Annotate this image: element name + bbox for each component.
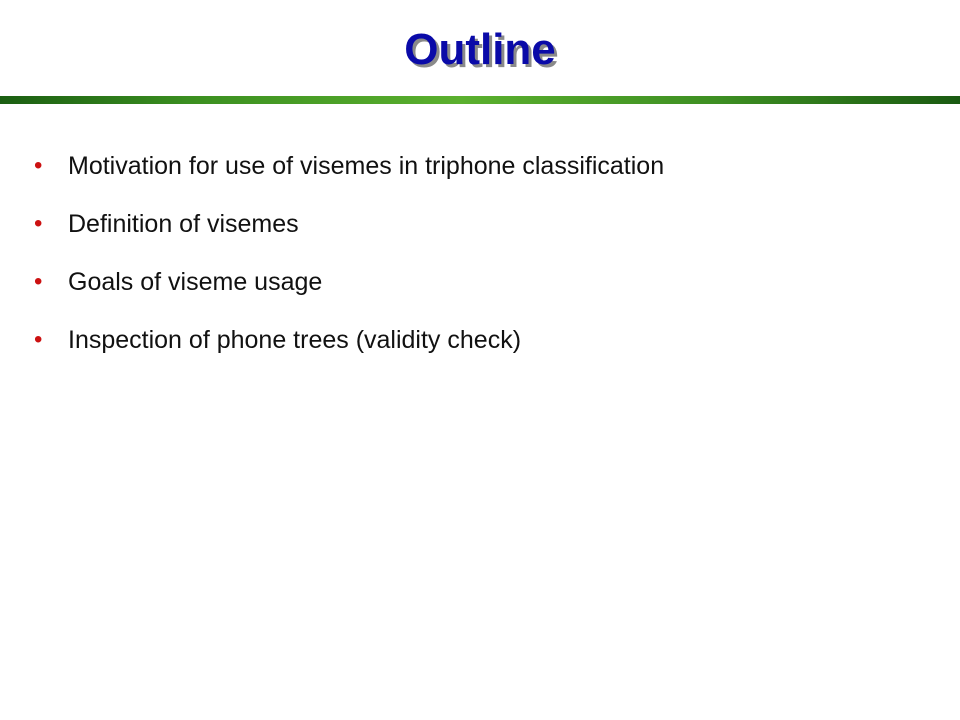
slide-title: Outline — [404, 25, 556, 74]
bullet-item-1 — [0, 140, 960, 198]
title-divider — [0, 96, 960, 104]
bullet-marker: • — [34, 152, 43, 179]
bullet-text: Motivation for use of visemes in triphone classification — [68, 152, 665, 180]
bullet-text: Definition of visemes — [68, 210, 299, 238]
bullet-item-2 — [0, 198, 960, 256]
bullet-item-3 — [0, 256, 960, 314]
bullet-list — [0, 140, 960, 372]
bullet-item-4 — [0, 314, 960, 372]
bullet-marker: • — [34, 210, 43, 237]
bullet-marker: • — [34, 326, 43, 353]
bullet-text: Goals of viseme usage — [68, 268, 323, 296]
bullet-marker: • — [34, 268, 43, 295]
bullet-text: Inspection of phone trees (validity check) — [68, 326, 522, 354]
